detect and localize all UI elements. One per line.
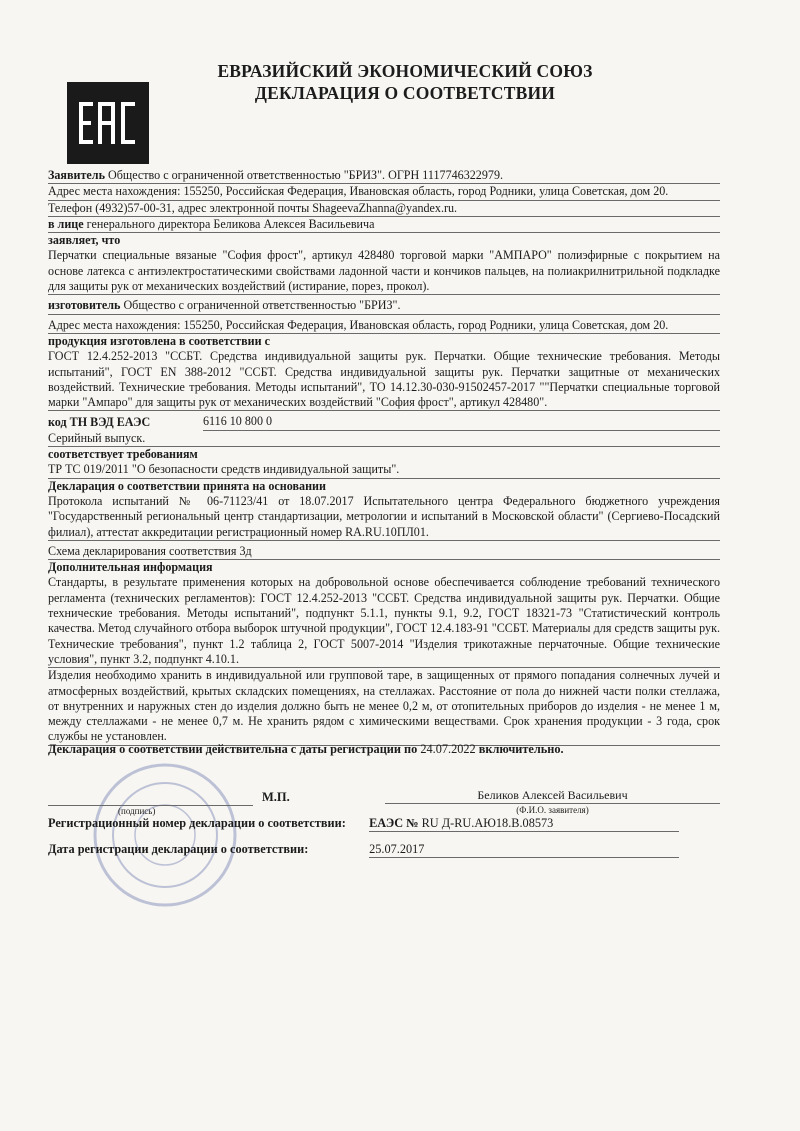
additional-standards: Стандарты, в результате применения которых на добровольной основе обеспечивается соблюдение требований технического регламента (технических регламентов): ГОСТ 12.4.252-2013 "ССБТ. Средства индивидуальной защиты рук. Перчатки. Общие технические требования. Методы испытаний", подпункт 5.1.1, пункты 9.1, 9.2, ГОСТ 18321-73 "Статистический контроль качества. Метод случайного отбора выборок штучной продукции", ГОСТ 12.4.183-91 "ССБТ. Материалы для средств защиты рук. Технические требования", пункт 1.2 таблица 2, ГОСТ 5007-2014 "Изделия трикотажные перчаточные. Общие технические условия", пункт 3.2, подпункт 4.10.1. bbox=[48, 575, 720, 668]
represented-value: генерального директора Беликова Алексея Васильевича bbox=[83, 216, 375, 231]
stamp-place-label: М.П. bbox=[262, 790, 290, 804]
basis-label: Декларация о соответствии принята на основании bbox=[48, 478, 326, 493]
registration-number-label: Регистрационный номер декларации о соответствии: bbox=[48, 816, 346, 830]
seal-stamp bbox=[90, 760, 240, 910]
product-description: Перчатки специальные вязаные "София фрост", артикул 428480 торговой марки "АМПАРО" полиэфирные с покрытием на основе латекса с антиэлектростатическими свойствами ладонной части и кончиков пальцев, на полиакрилнитрильной подкладке для защиты рук от механических воздействий (истирание, порез, прокол). bbox=[48, 248, 720, 295]
applicant-name: Общество с ограниченной ответственностью "БРИЗ". ОГРН 1117746322979. bbox=[104, 168, 504, 182]
declaration-body bbox=[48, 168, 720, 746]
manufacturer-name: Общество с ограниченной ответственностью "БРИЗ". bbox=[120, 298, 401, 313]
validity-suffix: включительно. bbox=[475, 742, 564, 756]
serial-output: Серийный выпуск. bbox=[48, 431, 720, 447]
declaration-scheme: Схема декларирования соответствия 3д bbox=[48, 544, 720, 560]
registration-number-value bbox=[369, 816, 679, 832]
manufacturer-line bbox=[48, 298, 720, 314]
registration-number-row bbox=[48, 816, 720, 832]
produced-standards: ГОСТ 12.4.252-2013 "ССБТ. Средства индивидуальной защиты рук. Перчатки. Общие технические требования. Методы испытаний", ГОСТ EN 388-2012 "ССБТ. Средства индивидуальной защиты рук. Перчатки защитные от механических воздействий. Технические требования. Методы испытаний", ТО 14.12.30-030-91502457-2017 ""Перчатки специальные торговой марки "Ампаро" для защиты рук от механических воздействий "София фрост", артикул 428480". bbox=[48, 349, 720, 411]
customs-code-label: код ТН ВЭД ЕАЭС bbox=[48, 415, 151, 430]
produced-label: продукция изготовлена в соответствии с bbox=[48, 333, 270, 348]
basis-protocol: Протокола испытаний № 06-71123/41 от 18.07.2017 Испытательного центра Федерального бюджетного учреждения "Государственный региональный центр стандартизации, метрологии и испытаний в Московской области" (Сергиево-Посадский филиал), аттестат аккредитации регистрационный номер RA.RU.10ПЛ01. bbox=[48, 494, 720, 541]
document-header bbox=[170, 60, 640, 104]
union-title: ЕВРАЗИЙСКИЙ ЭКОНОМИЧЕСКИЙ СОЮЗ bbox=[217, 61, 593, 81]
validity-prefix: Декларация о соответствии действительна с даты регистрации по bbox=[48, 742, 421, 756]
registration-date-row bbox=[48, 842, 720, 858]
applicant-represented bbox=[48, 217, 720, 233]
full-name-caption: (Ф.И.О. заявителя) bbox=[516, 805, 589, 815]
registration-number: RU Д-RU.АЮ18.В.08573 bbox=[418, 816, 554, 830]
eac-logo bbox=[67, 82, 149, 164]
applicant-line bbox=[48, 168, 720, 184]
storage-conditions: Изделия необходимо хранить в индивидуальной или групповой таре, в защищенных от прямого попадания солнечных лучей и атмосферных воздействий, крытых складских помещениях, на стеллажах. Расстояние от пола до нижней части полки стеллажа, от внутренних и наружных стен до изделия должно быть не менее 0,2 м, от отопительных приборов до изделия - не менее 1 м, между стеллажами - не менее 0,7 м. Не хранить рядом с химическими веществами. Срок хранения продукции - 3 года, срок службы не установлен. bbox=[48, 668, 720, 745]
complies-label: соответствует требованиям bbox=[48, 447, 198, 462]
complies-regulation: ТР ТС 019/2011 "О безопасности средств индивидуальной защиты". bbox=[48, 462, 720, 478]
signature-caption: (подпись) bbox=[118, 806, 156, 816]
registration-date-label: Дата регистрации декларации о соответствии: bbox=[48, 842, 309, 856]
declaration-title: ДЕКЛАРАЦИЯ О СООТВЕТСТВИИ bbox=[254, 83, 556, 103]
represented-label: в лице bbox=[48, 216, 84, 231]
customs-code-row bbox=[48, 414, 720, 430]
applicant-contacts: Телефон (4932)57-00-31, адрес электронной почты ShageevaZhanna@yandex.ru. bbox=[48, 201, 720, 217]
customs-code-value: 6116 10 800 0 bbox=[203, 414, 720, 430]
registration-date-value: 25.07.2017 bbox=[369, 842, 679, 858]
manufacturer-address: Адрес места нахождения: 155250, Российская Федерация, Ивановская область, город Родники, улица Советская, дом 20. bbox=[48, 318, 720, 334]
registration-number-prefix: ЕАЭС № bbox=[369, 816, 419, 830]
validity-date: 24.07.2022 bbox=[420, 742, 476, 756]
additional-info-label: Дополнительная информация bbox=[48, 560, 213, 575]
applicant-label: Заявитель bbox=[48, 168, 105, 182]
applicant-full-name: Беликов Алексей Васильевич bbox=[385, 788, 720, 804]
applicant-address: Адрес места нахождения: 155250, Российская Федерация, Ивановская область, город Родники, улица Советская, дом 20. bbox=[48, 184, 720, 200]
manufacturer-label: изготовитель bbox=[48, 298, 121, 313]
validity-statement bbox=[48, 742, 720, 757]
declares-label: заявляет, что bbox=[48, 233, 121, 248]
